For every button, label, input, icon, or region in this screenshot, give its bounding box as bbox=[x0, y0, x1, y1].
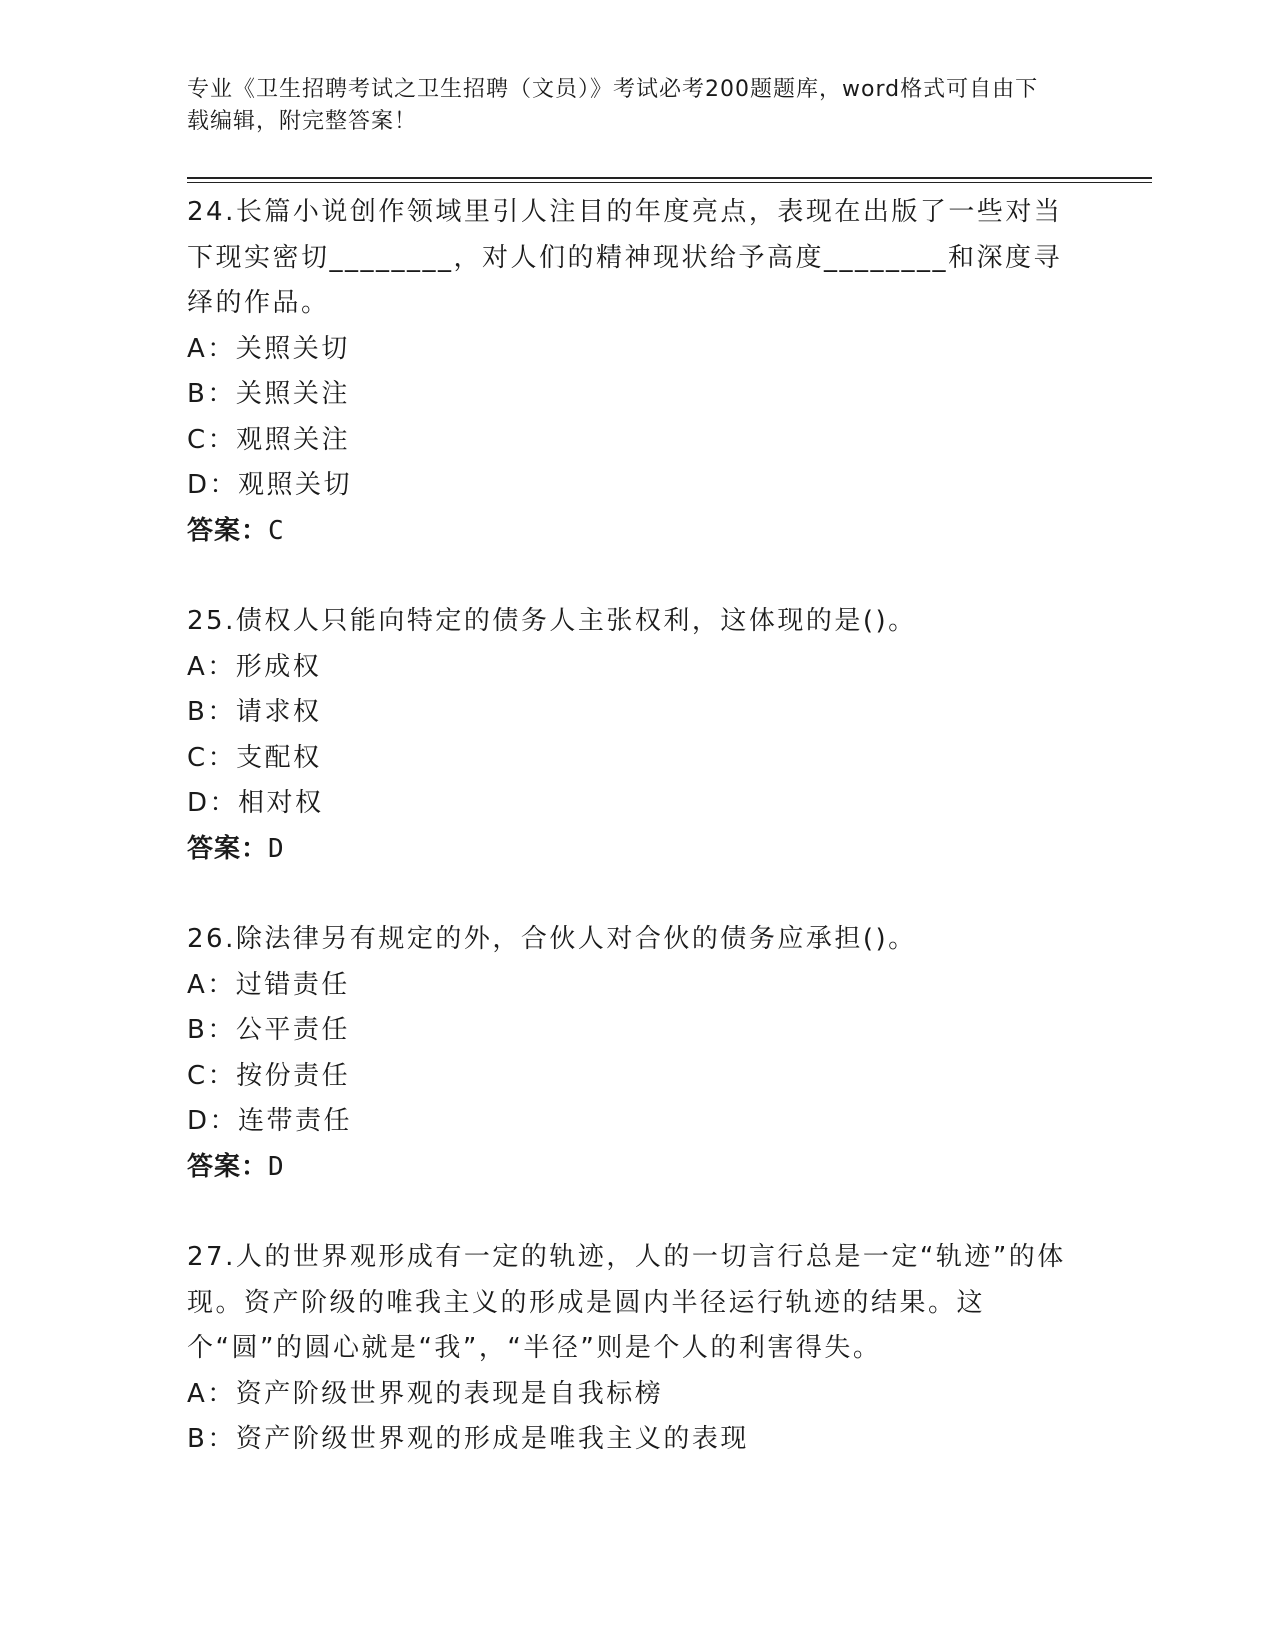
question-25 bbox=[187, 599, 1087, 872]
option-a: A：关照关切 bbox=[187, 333, 350, 364]
option-c: C：按份责任 bbox=[187, 1060, 351, 1091]
option-a: A：过错责任 bbox=[187, 969, 350, 1000]
question-26 bbox=[187, 917, 1087, 1190]
option-b: B：资产阶级世界观的形成是唯我主义的表现 bbox=[187, 1424, 749, 1454]
question-list bbox=[187, 190, 1087, 1508]
question-stem: 25.债权人只能向特定的债务人主张权利，这体现的是()。 bbox=[187, 606, 917, 636]
header-divider-thin bbox=[187, 182, 1152, 183]
answer-value: D bbox=[268, 833, 285, 864]
option-b: B：请求权 bbox=[187, 697, 322, 727]
question-24 bbox=[187, 190, 1087, 554]
answer bbox=[187, 827, 1087, 873]
option-b: B：公平责任 bbox=[187, 1015, 350, 1045]
question-27 bbox=[187, 1235, 1087, 1463]
option-b: B：关照关注 bbox=[187, 379, 350, 409]
question-stem: 24.长篇小说创作领域里引人注目的年度亮点，表现在出版了一些对当下现实密切________，对人们的精神现状给予高度________和深度寻绎的作品。 bbox=[187, 197, 1063, 318]
answer-label: 答案： bbox=[187, 515, 269, 546]
document-header: 专业《卫生招聘考试之卫生招聘（文员）》考试必考200题题库，word格式可自由下载编辑，附完整答案！ bbox=[187, 77, 1039, 134]
option-d: D：观照关切 bbox=[187, 470, 353, 500]
option-a: A：形成权 bbox=[187, 651, 322, 682]
option-c: C：观照关注 bbox=[187, 424, 351, 455]
header-divider-thick bbox=[187, 177, 1152, 179]
question-stem: 27.人的世界观形成有一定的轨迹，人的一切言行总是一定“轨迹”的体现。资产阶级的唯我主义的形成是圆内半径运行轨迹的结果。这个“圆”的圆心就是“我”，“半径”则是个人的利害得失。 bbox=[187, 1242, 1066, 1363]
answer bbox=[187, 509, 1087, 555]
answer-value: D bbox=[268, 1151, 285, 1182]
answer bbox=[187, 1145, 1087, 1191]
option-d: D：相对权 bbox=[187, 788, 324, 818]
answer-value: C bbox=[268, 515, 285, 546]
option-c: C：支配权 bbox=[187, 742, 322, 773]
option-d: D：连带责任 bbox=[187, 1106, 353, 1136]
answer-label: 答案： bbox=[187, 1151, 269, 1182]
option-a: A：资产阶级世界观的表现是自我标榜 bbox=[187, 1378, 664, 1409]
answer-label: 答案： bbox=[187, 833, 269, 864]
question-stem: 26.除法律另有规定的外，合伙人对合伙的债务应承担()。 bbox=[187, 924, 917, 954]
